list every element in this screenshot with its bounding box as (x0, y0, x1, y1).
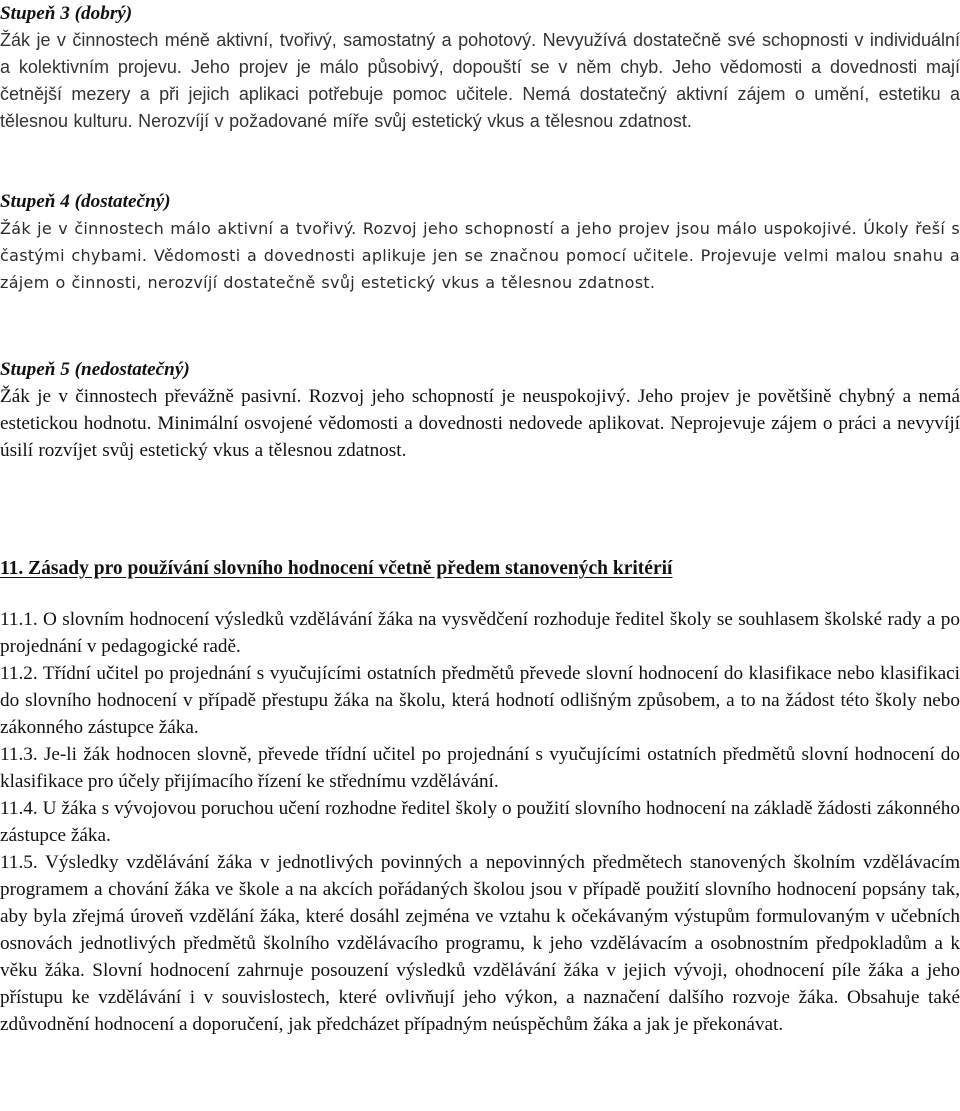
rule-item-11-2: 11.2. Třídní učitel po projednání s vyučujícími ostatních předmětů převede slovní hodnocení do klasifikace nebo klasifikaci do slovního hodnocení v případě přestupu žáka na školu, která hodnotí odlišným způsobem, a to na žádost této školy nebo zákonného zástupce žáka. (0, 663, 960, 738)
grade-4-text: Žák je v činnostech málo aktivní a tvořivý. Rozvoj jeho schopností a jeho projev jsou málo uspokojivé. Úkoly řeší s častými chybami. Vědomosti a dovednosti aplikuje jen se značnou pomocí učitele. Projevuje velmi malou snahu a zájem o činnosti, nerozvíjí dostatečně svůj estetický vkus a tělesnou zdatnost. (0, 219, 960, 292)
grade-5-heading: Stupeň 5 (nedostatečný) (0, 359, 190, 380)
rule-item-11-3: 11.3. Je-li žák hodnocen slovně, převede třídní učitel po projednání s vyučujícími ostatních předmětů slovní hodnocení do klasifikace pro účely přijímacího řízení ke střednímu vzdělávání. (0, 744, 960, 792)
section-11-title: 11. Zásady pro používání slovního hodnocení včetně předem stanovených kritérií (0, 558, 673, 579)
rule-item-11-5: 11.5. Výsledky vzdělávání žáka v jednotlivých povinných a nepovinných předmětech stanovených školním vzdělávacím programem a chování žáka ve škole a na akcích pořádaných školou jsou v případě použití slovního hodnocení popsány tak, aby byla zřejmá úroveň vzdělání žáka, které dosáhl zejména ve vztahu k očekávaným výstupům formulovaným v učebních osnovách jednotlivých předmětů školního vzdělávacího programu, k jeho vzdělávacím a osobnostním předpokladům a k věku žáka. Slovní hodnocení zahrnuje posouzení výsledků vzdělávání žáka v jejich vývoji, ohodnocení píle žáka a jeho přístupu ke vzdělávání i v souvislostech, které ovlivňují jeho výkon, a naznačení dalšího rozvoje žáka. Obsahuje také zdůvodnění hodnocení a doporučení, jak předcházet případným neúspěchům žáka a jak je překonávat. (0, 852, 960, 1035)
grade-4-heading: Stupeň 4 (dostatečný) (0, 191, 171, 212)
section-11-items (0, 606, 960, 1038)
grade-3-text: Žák je v činnostech méně aktivní, tvořivý, samostatný a pohotový. Nevyužívá dostatečně své schopnosti v individuální a kolektivním projevu. Jeho projev je málo působivý, dopouští se v něm chyb. Jeho vědomosti a dovednosti mají četnější mezery a při jejich aplikaci potřebuje pomoc učitele. Nemá dostatečný aktivní zájem o umění, estetiku a tělesnou kulturu. Nerozvíjí v požadované míře svůj estetický vkus a tělesnou zdatnost. (0, 30, 960, 131)
grade-3-block (0, 0, 960, 135)
grade-4-block (0, 188, 960, 296)
grade-5-block (0, 356, 960, 464)
grade-3-heading: Stupeň 3 (dobrý) (0, 3, 133, 24)
rule-item-11-4: 11.4. U žáka s vývojovou poruchou učení rozhodne ředitel školy o použití slovního hodnocení na základě žádosti zákonného zástupce žáka. (0, 798, 960, 846)
grade-5-text: Žák je v činnostech převážně pasivní. Rozvoj jeho schopností je neuspokojivý. Jeho projev je povětšině chybný a nemá estetickou hodnotu. Minimální osvojené vědomosti a dovednosti nedovede aplikovat. Neprojevuje zájem o práci a nevyvíjí úsilí rozvíjet svůj estetický vkus a tělesnou zdatnost. (0, 386, 960, 461)
rule-item-11-1: 11.1. O slovním hodnocení výsledků vzdělávání žáka na vysvědčení rozhoduje ředitel školy se souhlasem školské rady a po projednání v pedagogické radě. (0, 609, 960, 657)
